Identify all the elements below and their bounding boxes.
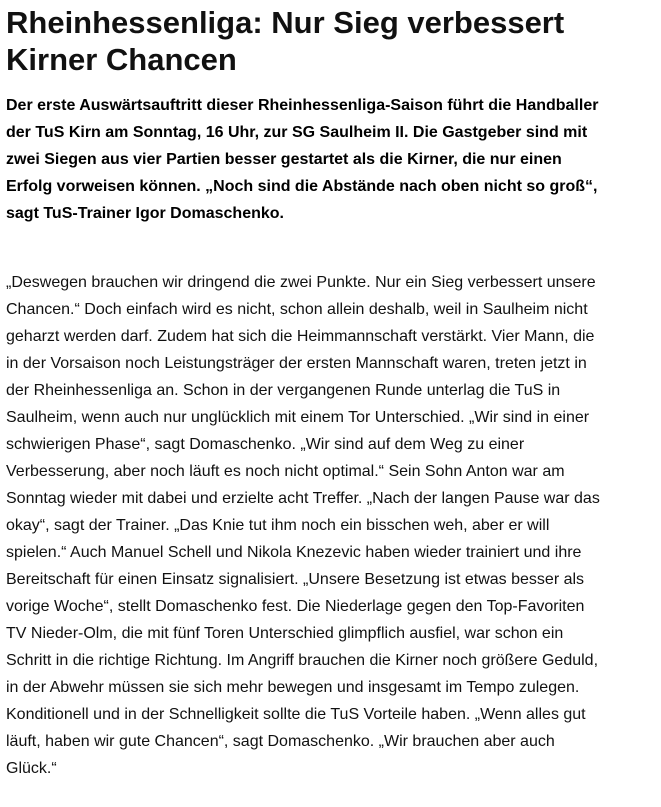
title-line: Kirner Chancen xyxy=(6,42,237,77)
lead-line: sagt TuS-Trainer Igor Domaschenko. xyxy=(6,205,284,222)
body-line: „Deswegen brauchen wir dringend die zwei Punkte. Nur ein Sieg verbessert unsere xyxy=(6,274,596,291)
body-line: okay“, sagt der Trainer. „Das Knie tut ihm noch ein bisschen weh, aber er will xyxy=(6,517,550,534)
body-line: vorige Woche“, stellt Domaschenko fest. Die Niederlage gegen den Top-Favoriten xyxy=(6,598,585,615)
body-line: Bereitschaft für einen Einsatz signalisiert. „Unsere Besetzung ist etwas besser als xyxy=(6,571,585,588)
body-line: in der Abwehr müssen sie sich mehr bewegen und insgesamt im Tempo zulegen. xyxy=(6,679,580,696)
body-line: spielen.“ Auch Manuel Schell und Nikola Knezevic haben wieder trainiert und ihre xyxy=(6,544,582,561)
lead-line: Erfolg vorweisen können. „Noch sind die Abstände nach oben nicht so groß“, xyxy=(6,178,598,195)
body-line: Chancen.“ Doch einfach wird es nicht, schon allein deshalb, weil in Saulheim nicht xyxy=(6,301,588,318)
article-body xyxy=(6,269,661,782)
title-line: Rheinhessenliga: Nur Sieg verbessert xyxy=(6,5,565,40)
lead-line: der TuS Kirn am Sonntag, 16 Uhr, zur SG Saulheim II. Die Gastgeber sind mit xyxy=(6,124,588,141)
article-title xyxy=(6,0,661,78)
body-line: TV Nieder-Olm, die mit fünf Toren Unterschied glimpflich ausfiel, war schon ein xyxy=(6,625,564,642)
body-line: Schritt in die richtige Richtung. Im Angriff brauchen die Kirner noch größere Geduld, xyxy=(6,652,599,669)
body-line: geharzt werden darf. Zudem hat sich die Heimmannschaft verstärkt. Vier Mann, die xyxy=(6,328,595,345)
article-lead xyxy=(6,92,661,227)
body-line: der Rheinhessenliga an. Schon in der vergangenen Runde unterlag die TuS in xyxy=(6,382,561,399)
body-line: in der Vorsaison noch Leistungsträger der ersten Mannschaft waren, treten jetzt in xyxy=(6,355,587,372)
body-line: Sonntag wieder mit dabei und erzielte acht Treffer. „Nach der langen Pause war das xyxy=(6,490,600,507)
body-line: Konditionell und in der Schnelligkeit sollte die TuS Vorteile haben. „Wenn alles gut xyxy=(6,706,586,723)
body-line: Saulheim, wenn auch nur unglücklich mit einem Tor Unterschied. „Wir sind in einer xyxy=(6,409,590,426)
body-line: Glück.“ xyxy=(6,760,57,777)
lead-line: Der erste Auswärtsauftritt dieser Rheinhessenliga-Saison führt die Handballer xyxy=(6,97,599,114)
lead-line: zwei Siegen aus vier Partien besser gestartet als die Kirner, die nur einen xyxy=(6,151,562,168)
body-line: Verbesserung, aber noch läuft es noch nicht optimal.“ Sein Sohn Anton war am xyxy=(6,463,565,480)
body-line: läuft, haben wir gute Chancen“, sagt Domaschenko. „Wir brauchen aber auch xyxy=(6,733,555,750)
body-line: schwierigen Phase“, sagt Domaschenko. „Wir sind auf dem Weg zu einer xyxy=(6,436,525,453)
